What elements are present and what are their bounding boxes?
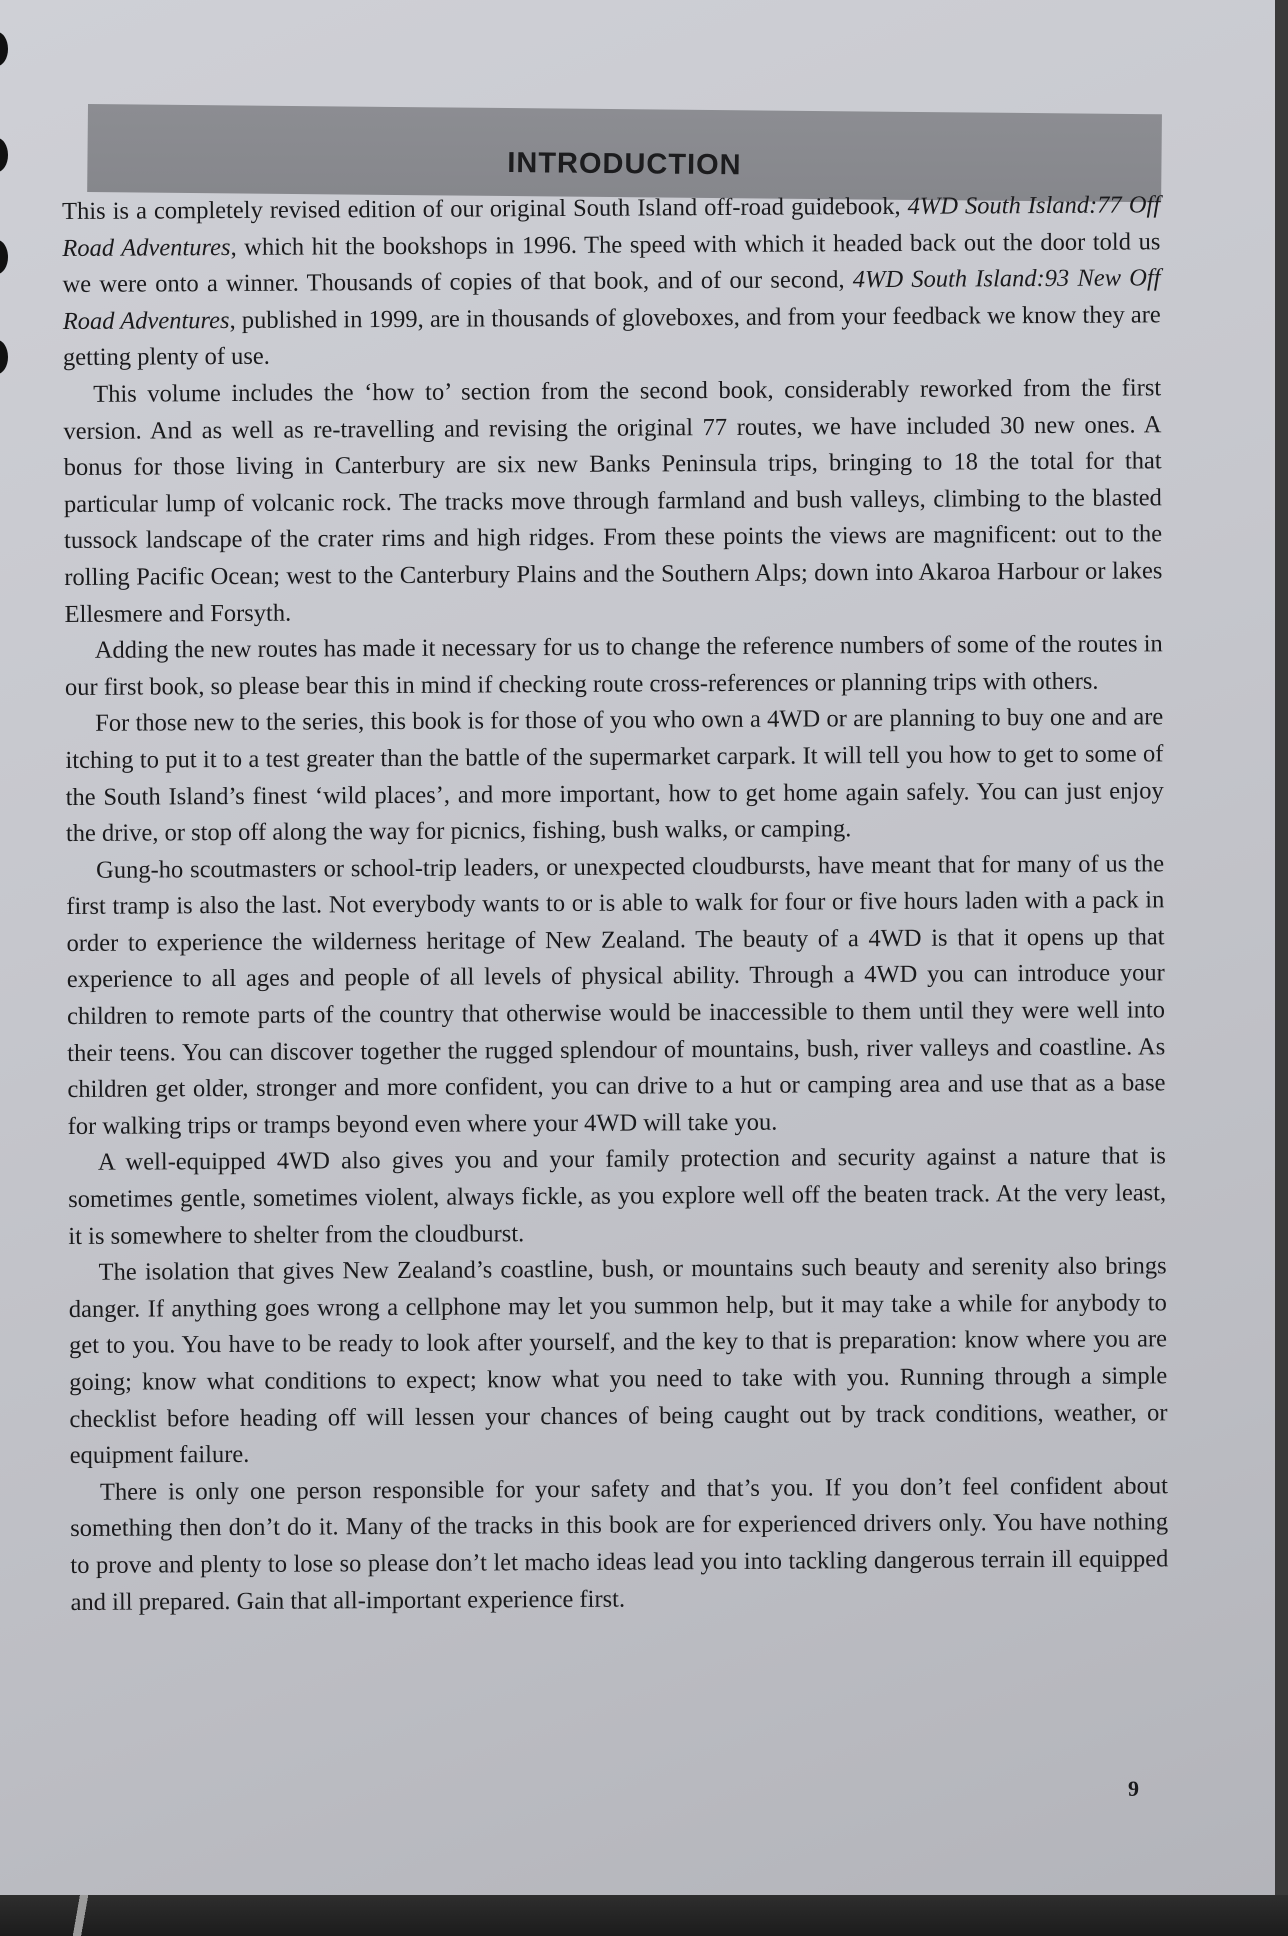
paragraph: For those new to the series, this book is for those of you who own a 4WD or are planning to buy one and are itching to put it to a test greater than the battle of the supermarket carpark. It will tell you how to get to some of the South Island’s finest ‘wild places’, and more important, how to get home again safely. You can just enjoy the drive, or stop off along the way for picnics, fishing, bush walks, or camping. xyxy=(65,703,1164,848)
table-background xyxy=(0,1895,1288,1936)
paragraph-text: , published in 1999, are in thousands of gloveboxes, and from your feedback we know they are getting plenty of use. xyxy=(62,301,1161,372)
book-title: 4WD South Island:93 New Off Road Adventures xyxy=(62,264,1161,335)
binding-hole xyxy=(0,240,8,274)
light-reflection xyxy=(70,1895,96,1936)
binding-hole xyxy=(0,138,8,172)
book-title: 4WD South Island:77 Off Road Adventures xyxy=(62,191,1161,262)
paragraph-text: This is a completely revised edition of our original South Island off-road guidebook, xyxy=(62,192,908,225)
binding-hole xyxy=(0,32,8,66)
paragraph xyxy=(62,187,1161,377)
paragraph: There is only one person responsible for your safety and that’s you. If you don’t feel confident about something then don’t do it. Many of the tracks in this book are for experienced drivers only. You have nothing to prove and plenty to lose so please don’t let macho ideas lead you into tackling dangerous terrain ill equipped and ill prepared. Gain that all-important experience first. xyxy=(70,1472,1169,1616)
paragraph: A well-equipped 4WD also gives you and your family protection and security against a nature that is sometimes gentle, sometimes violent, always fickle, as you explore well off the beaten track. At the very least, it is somewhere to shelter from the cloudburst. xyxy=(68,1142,1167,1250)
paragraph: The isolation that gives New Zealand’s coastline, bush, or mountains such beauty and serenity also brings danger. If anything goes wrong a cellphone may let you summon help, but it may take a while for anybody to get to you. You have to be ready to look after yourself, and the key to that is preparation: know where you are going; know what conditions to expect; know what you need to take with you. Running through a simple checklist before heading off will lessen your chances of being caught out by track conditions, weather, or equipment failure. xyxy=(68,1252,1168,1470)
body-text xyxy=(62,187,1169,1621)
paragraph: This volume includes the ‘how to’ section from the second book, considerably reworked from the first version. And as well as re-travelling and revising the original 77 routes, we have included 30 new ones. A bonus for those living in Canterbury are six new Banks Peninsula trips, bringing to 18 the total for that particular lump of volcanic rock. The tracks move through farmland and bush valleys, climbing to the blasted tussock landscape of the crater rims and high ridges. From these points the views are magnificent: out to the rolling Pacific Ocean; west to the Canterbury Plains and the Southern Alps; down into Akaroa Harbour or lakes Ellesmere and Forsyth. xyxy=(63,374,1163,628)
section-title: INTRODUCTION xyxy=(507,146,742,181)
paragraph: Adding the new routes has made it necessary for us to change the reference numbers of some of the routes in our first book, so please bear this in mind if checking route cross-references or planning trips with others. xyxy=(64,630,1163,701)
page-number: 9 xyxy=(1128,1776,1139,1801)
paragraph: Gung-ho scoutmasters or school-trip leaders, or unexpected cloudbursts, have meant that for many of us the first tramp is also the last. Not everybody wants to or is able to walk for four or five hours laden with a pack in order to experience the wilderness heritage of New Zealand. The beauty of a 4WD is that it opens up that experience to all ages and people of all levels of physical ability. Through a 4WD you can introduce your children to remote parts of the country that otherwise would be inaccessible to them until they were well into their teens. You can discover together the rugged splendour of mountains, bush, river valleys and coastline. As children get older, stronger and more confident, you can drive to a hut or camping area and use that as a base for walking trips or tramps beyond even where your 4WD will take you. xyxy=(66,849,1166,1140)
binding-hole xyxy=(0,340,8,374)
paragraph-text: , which hit the bookshops in 1996. The speed with which it headed back out the door told us we were onto a winner. Thousands of copies of that book, and of our second, xyxy=(62,227,1161,299)
